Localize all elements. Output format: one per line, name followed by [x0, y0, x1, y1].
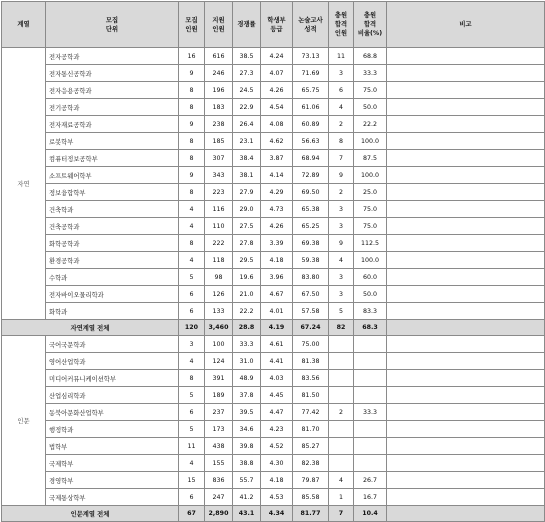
value-cell	[354, 353, 387, 370]
remark-cell	[387, 472, 545, 489]
value-cell	[329, 387, 354, 404]
value-cell: 83.56	[293, 370, 329, 387]
value-cell: 3	[329, 269, 354, 286]
value-cell: 87.5	[354, 150, 387, 167]
unit-name-cell: 전자응용공학과	[46, 82, 179, 99]
value-cell: 21.0	[233, 286, 261, 303]
value-cell: 69.38	[293, 235, 329, 252]
value-cell: 98	[205, 269, 233, 286]
value-cell	[354, 438, 387, 455]
total-row	[2, 320, 545, 336]
unit-name-cell: 로봇학부	[46, 133, 179, 150]
remark-cell	[387, 336, 545, 353]
value-cell: 65.25	[293, 218, 329, 235]
value-cell: 25.0	[354, 184, 387, 201]
value-cell: 116	[205, 201, 233, 218]
value-cell: 16.7	[354, 489, 387, 506]
value-cell: 155	[205, 455, 233, 472]
value-cell: 26.4	[233, 116, 261, 133]
value-cell: 8	[179, 184, 205, 201]
value-cell: 3	[329, 286, 354, 303]
value-cell: 4.53	[261, 489, 293, 506]
table-row	[2, 48, 545, 65]
value-cell: 60.89	[293, 116, 329, 133]
total-value-cell: 3,460	[205, 320, 233, 336]
value-cell: 4.41	[261, 353, 293, 370]
value-cell: 29.5	[233, 252, 261, 269]
table-row	[2, 99, 545, 116]
remark-cell	[387, 455, 545, 472]
unit-name-cell: 전자공학과	[46, 48, 179, 65]
column-header: 경쟁률	[233, 2, 261, 48]
unit-name-cell: 영어산업학과	[46, 353, 179, 370]
value-cell: 3.87	[261, 150, 293, 167]
value-cell: 237	[205, 404, 233, 421]
category-cell: 자연	[2, 48, 46, 320]
unit-name-cell: 전자바이오물리학과	[46, 286, 179, 303]
value-cell: 391	[205, 370, 233, 387]
value-cell: 4	[329, 99, 354, 116]
table-row	[2, 252, 545, 269]
value-cell: 112.5	[354, 235, 387, 252]
value-cell: 68.94	[293, 150, 329, 167]
value-cell: 4.47	[261, 404, 293, 421]
value-cell	[354, 336, 387, 353]
header-row	[2, 2, 545, 48]
value-cell: 60.0	[354, 269, 387, 286]
value-cell: 5	[179, 269, 205, 286]
remark-cell	[387, 82, 545, 99]
value-cell: 3	[179, 336, 205, 353]
unit-name-cell: 국제학부	[46, 455, 179, 472]
unit-name-cell: 컴퓨터정보공학부	[46, 150, 179, 167]
value-cell: 22.2	[233, 303, 261, 320]
value-cell: 183	[205, 99, 233, 116]
remark-cell	[387, 252, 545, 269]
total-value-cell: 4.34	[261, 506, 293, 522]
value-cell	[354, 421, 387, 438]
unit-name-cell: 건축학과	[46, 201, 179, 218]
table-row	[2, 133, 545, 150]
value-cell: 33.3	[233, 336, 261, 353]
column-header: 계열	[2, 2, 46, 48]
remark-cell	[387, 218, 545, 235]
value-cell: 2	[329, 404, 354, 421]
remark-cell	[387, 438, 545, 455]
value-cell: 75.0	[354, 82, 387, 99]
unit-name-cell: 행정학과	[46, 421, 179, 438]
category-cell: 인문	[2, 336, 46, 506]
value-cell	[329, 336, 354, 353]
value-cell: 3.96	[261, 269, 293, 286]
total-label-cell: 인문계열 전체	[2, 506, 179, 522]
value-cell: 75.0	[354, 218, 387, 235]
value-cell: 38.4	[233, 150, 261, 167]
table-row	[2, 353, 545, 370]
value-cell: 82.38	[293, 455, 329, 472]
value-cell: 72.89	[293, 167, 329, 184]
table-row	[2, 438, 545, 455]
value-cell	[329, 421, 354, 438]
unit-name-cell: 소프트웨어학부	[46, 167, 179, 184]
value-cell: 126	[205, 286, 233, 303]
value-cell: 4.73	[261, 201, 293, 218]
value-cell: 68.8	[354, 48, 387, 65]
value-cell: 71.69	[293, 65, 329, 82]
unit-name-cell: 환경공학과	[46, 252, 179, 269]
total-value-cell: 81.77	[293, 506, 329, 522]
table-row	[2, 370, 545, 387]
value-cell: 31.0	[233, 353, 261, 370]
value-cell: 39.5	[233, 404, 261, 421]
value-cell: 4	[329, 252, 354, 269]
value-cell: 4.03	[261, 370, 293, 387]
total-value-cell: 120	[179, 320, 205, 336]
value-cell: 1	[329, 489, 354, 506]
total-value-cell: 82	[329, 320, 354, 336]
value-cell	[329, 455, 354, 472]
value-cell: 65.38	[293, 201, 329, 218]
value-cell: 4.61	[261, 336, 293, 353]
value-cell: 5	[329, 303, 354, 320]
value-cell: 4.30	[261, 455, 293, 472]
value-cell: 185	[205, 133, 233, 150]
value-cell: 100.0	[354, 252, 387, 269]
value-cell: 438	[205, 438, 233, 455]
value-cell: 29.0	[233, 201, 261, 218]
value-cell: 79.87	[293, 472, 329, 489]
value-cell: 75.00	[293, 336, 329, 353]
value-cell: 81.38	[293, 353, 329, 370]
value-cell: 39.8	[233, 438, 261, 455]
table-row	[2, 269, 545, 286]
remark-cell	[387, 303, 545, 320]
value-cell: 81.70	[293, 421, 329, 438]
value-cell	[354, 370, 387, 387]
value-cell: 4	[179, 455, 205, 472]
value-cell: 343	[205, 167, 233, 184]
value-cell: 4	[179, 218, 205, 235]
value-cell: 69.50	[293, 184, 329, 201]
value-cell: 4.24	[261, 48, 293, 65]
table-row	[2, 65, 545, 82]
value-cell: 26.7	[354, 472, 387, 489]
value-cell: 34.6	[233, 421, 261, 438]
value-cell: 238	[205, 116, 233, 133]
value-cell: 41.2	[233, 489, 261, 506]
total-value-cell: 68.3	[354, 320, 387, 336]
remark-cell	[387, 235, 545, 252]
value-cell: 4.23	[261, 421, 293, 438]
remark-cell	[387, 506, 545, 522]
value-cell: 100.0	[354, 167, 387, 184]
value-cell: 4.54	[261, 99, 293, 116]
value-cell: 22.2	[354, 116, 387, 133]
value-cell: 38.8	[233, 455, 261, 472]
value-cell: 27.5	[233, 218, 261, 235]
value-cell: 307	[205, 150, 233, 167]
value-cell: 27.8	[233, 235, 261, 252]
value-cell: 124	[205, 353, 233, 370]
value-cell: 133	[205, 303, 233, 320]
value-cell: 65.75	[293, 82, 329, 99]
value-cell: 189	[205, 387, 233, 404]
value-cell: 6	[179, 489, 205, 506]
value-cell: 59.38	[293, 252, 329, 269]
value-cell: 19.6	[233, 269, 261, 286]
table-row	[2, 184, 545, 201]
value-cell	[329, 438, 354, 455]
admission-results-table	[1, 1, 545, 522]
table-row	[2, 116, 545, 133]
value-cell: 23.1	[233, 133, 261, 150]
value-cell: 6	[179, 286, 205, 303]
value-cell: 6	[179, 404, 205, 421]
value-cell: 73.13	[293, 48, 329, 65]
table-row	[2, 167, 545, 184]
table-body	[2, 48, 545, 522]
value-cell	[354, 455, 387, 472]
value-cell: 4	[329, 472, 354, 489]
column-header: 충원 합격 비율(%)	[354, 2, 387, 48]
remark-cell	[387, 116, 545, 133]
value-cell: 118	[205, 252, 233, 269]
unit-name-cell: 수학과	[46, 269, 179, 286]
value-cell: 173	[205, 421, 233, 438]
value-cell: 55.7	[233, 472, 261, 489]
total-row	[2, 506, 545, 522]
remark-cell	[387, 150, 545, 167]
value-cell: 6	[329, 82, 354, 99]
value-cell: 15	[179, 472, 205, 489]
value-cell: 4	[179, 201, 205, 218]
column-header: 논술고사 성적	[293, 2, 329, 48]
unit-name-cell: 화학공학과	[46, 235, 179, 252]
value-cell: 50.0	[354, 99, 387, 116]
value-cell: 222	[205, 235, 233, 252]
unit-name-cell: 정보융합학부	[46, 184, 179, 201]
value-cell: 4.14	[261, 167, 293, 184]
unit-name-cell: 전자재료공학과	[46, 116, 179, 133]
total-value-cell: 4.19	[261, 320, 293, 336]
column-header: 충원 합격 인원	[329, 2, 354, 48]
value-cell: 8	[179, 235, 205, 252]
unit-name-cell: 법학부	[46, 438, 179, 455]
value-cell	[354, 387, 387, 404]
value-cell: 61.06	[293, 99, 329, 116]
value-cell: 247	[205, 489, 233, 506]
total-value-cell: 2,890	[205, 506, 233, 522]
value-cell: 8	[179, 370, 205, 387]
value-cell: 9	[329, 235, 354, 252]
remark-cell	[387, 65, 545, 82]
value-cell: 50.0	[354, 286, 387, 303]
value-cell: 4.26	[261, 218, 293, 235]
total-label-cell: 자연계열 전체	[2, 320, 179, 336]
value-cell: 5	[179, 421, 205, 438]
remark-cell	[387, 489, 545, 506]
unit-name-cell: 동북아문화산업학부	[46, 404, 179, 421]
value-cell: 4.67	[261, 286, 293, 303]
value-cell: 9	[329, 167, 354, 184]
value-cell: 8	[179, 99, 205, 116]
value-cell: 4.08	[261, 116, 293, 133]
value-cell: 3	[329, 218, 354, 235]
remark-cell	[387, 269, 545, 286]
column-header: 지원 인원	[205, 2, 233, 48]
table-row	[2, 489, 545, 506]
column-header: 모집 인원	[179, 2, 205, 48]
value-cell: 33.3	[354, 65, 387, 82]
table-row	[2, 303, 545, 320]
value-cell: 4.01	[261, 303, 293, 320]
value-cell: 85.27	[293, 438, 329, 455]
value-cell: 196	[205, 82, 233, 99]
value-cell: 4	[179, 353, 205, 370]
value-cell: 85.58	[293, 489, 329, 506]
value-cell: 4.29	[261, 184, 293, 201]
value-cell: 22.9	[233, 99, 261, 116]
remark-cell	[387, 99, 545, 116]
value-cell: 67.50	[293, 286, 329, 303]
value-cell: 77.42	[293, 404, 329, 421]
value-cell: 8	[179, 150, 205, 167]
table-row	[2, 82, 545, 99]
value-cell: 4.07	[261, 65, 293, 82]
value-cell: 75.0	[354, 201, 387, 218]
value-cell: 246	[205, 65, 233, 82]
value-cell: 8	[329, 133, 354, 150]
value-cell: 83.3	[354, 303, 387, 320]
table-row	[2, 404, 545, 421]
value-cell: 6	[179, 303, 205, 320]
remark-cell	[387, 286, 545, 303]
table-row	[2, 387, 545, 404]
unit-name-cell: 전자통신공학과	[46, 65, 179, 82]
value-cell: 100	[205, 336, 233, 353]
value-cell: 83.80	[293, 269, 329, 286]
value-cell: 9	[179, 116, 205, 133]
value-cell: 2	[329, 116, 354, 133]
remark-cell	[387, 167, 545, 184]
total-value-cell: 28.8	[233, 320, 261, 336]
value-cell: 27.3	[233, 65, 261, 82]
value-cell: 9	[179, 65, 205, 82]
unit-name-cell: 화학과	[46, 303, 179, 320]
value-cell: 9	[179, 167, 205, 184]
unit-name-cell: 산업심리학과	[46, 387, 179, 404]
table-row	[2, 286, 545, 303]
value-cell: 3	[329, 201, 354, 218]
unit-name-cell: 미디어커뮤니케이션학부	[46, 370, 179, 387]
value-cell: 4.18	[261, 472, 293, 489]
value-cell: 4.62	[261, 133, 293, 150]
column-header: 모집 단위	[46, 2, 179, 48]
value-cell: 4.18	[261, 252, 293, 269]
value-cell: 616	[205, 48, 233, 65]
value-cell: 8	[179, 82, 205, 99]
value-cell: 37.8	[233, 387, 261, 404]
total-value-cell: 67	[179, 506, 205, 522]
remark-cell	[387, 370, 545, 387]
remark-cell	[387, 404, 545, 421]
table-row	[2, 218, 545, 235]
value-cell: 4.52	[261, 438, 293, 455]
value-cell: 836	[205, 472, 233, 489]
remark-cell	[387, 320, 545, 336]
table-row	[2, 421, 545, 438]
value-cell: 2	[329, 184, 354, 201]
value-cell: 57.58	[293, 303, 329, 320]
total-value-cell: 67.24	[293, 320, 329, 336]
unit-name-cell: 전기공학과	[46, 99, 179, 116]
value-cell: 56.63	[293, 133, 329, 150]
remark-cell	[387, 387, 545, 404]
value-cell: 11	[179, 438, 205, 455]
value-cell	[329, 370, 354, 387]
value-cell: 48.9	[233, 370, 261, 387]
value-cell: 16	[179, 48, 205, 65]
value-cell: 3.39	[261, 235, 293, 252]
remark-cell	[387, 133, 545, 150]
value-cell: 33.3	[354, 404, 387, 421]
remark-cell	[387, 353, 545, 370]
unit-name-cell: 경영학부	[46, 472, 179, 489]
admission-results-sheet	[1, 1, 545, 522]
table-row	[2, 235, 545, 252]
value-cell: 27.9	[233, 184, 261, 201]
value-cell: 11	[329, 48, 354, 65]
value-cell: 7	[329, 150, 354, 167]
value-cell: 3	[329, 65, 354, 82]
table-row	[2, 201, 545, 218]
value-cell: 4.45	[261, 387, 293, 404]
table-row	[2, 336, 545, 353]
value-cell: 8	[179, 133, 205, 150]
table-row	[2, 472, 545, 489]
value-cell: 81.50	[293, 387, 329, 404]
value-cell: 5	[179, 387, 205, 404]
unit-name-cell: 국제통상학부	[46, 489, 179, 506]
value-cell: 100.0	[354, 133, 387, 150]
unit-name-cell: 국어국문학과	[46, 336, 179, 353]
value-cell: 4.26	[261, 82, 293, 99]
remark-cell	[387, 201, 545, 218]
table-row	[2, 455, 545, 472]
total-value-cell: 43.1	[233, 506, 261, 522]
value-cell: 38.1	[233, 167, 261, 184]
remark-cell	[387, 48, 545, 65]
value-cell: 110	[205, 218, 233, 235]
total-value-cell: 7	[329, 506, 354, 522]
value-cell: 38.5	[233, 48, 261, 65]
column-header: 비고	[387, 2, 545, 48]
column-header: 학생부 등급	[261, 2, 293, 48]
value-cell: 24.5	[233, 82, 261, 99]
value-cell	[329, 353, 354, 370]
table-row	[2, 150, 545, 167]
unit-name-cell: 건축공학과	[46, 218, 179, 235]
remark-cell	[387, 421, 545, 438]
remark-cell	[387, 184, 545, 201]
value-cell: 4	[179, 252, 205, 269]
value-cell: 223	[205, 184, 233, 201]
total-value-cell: 10.4	[354, 506, 387, 522]
